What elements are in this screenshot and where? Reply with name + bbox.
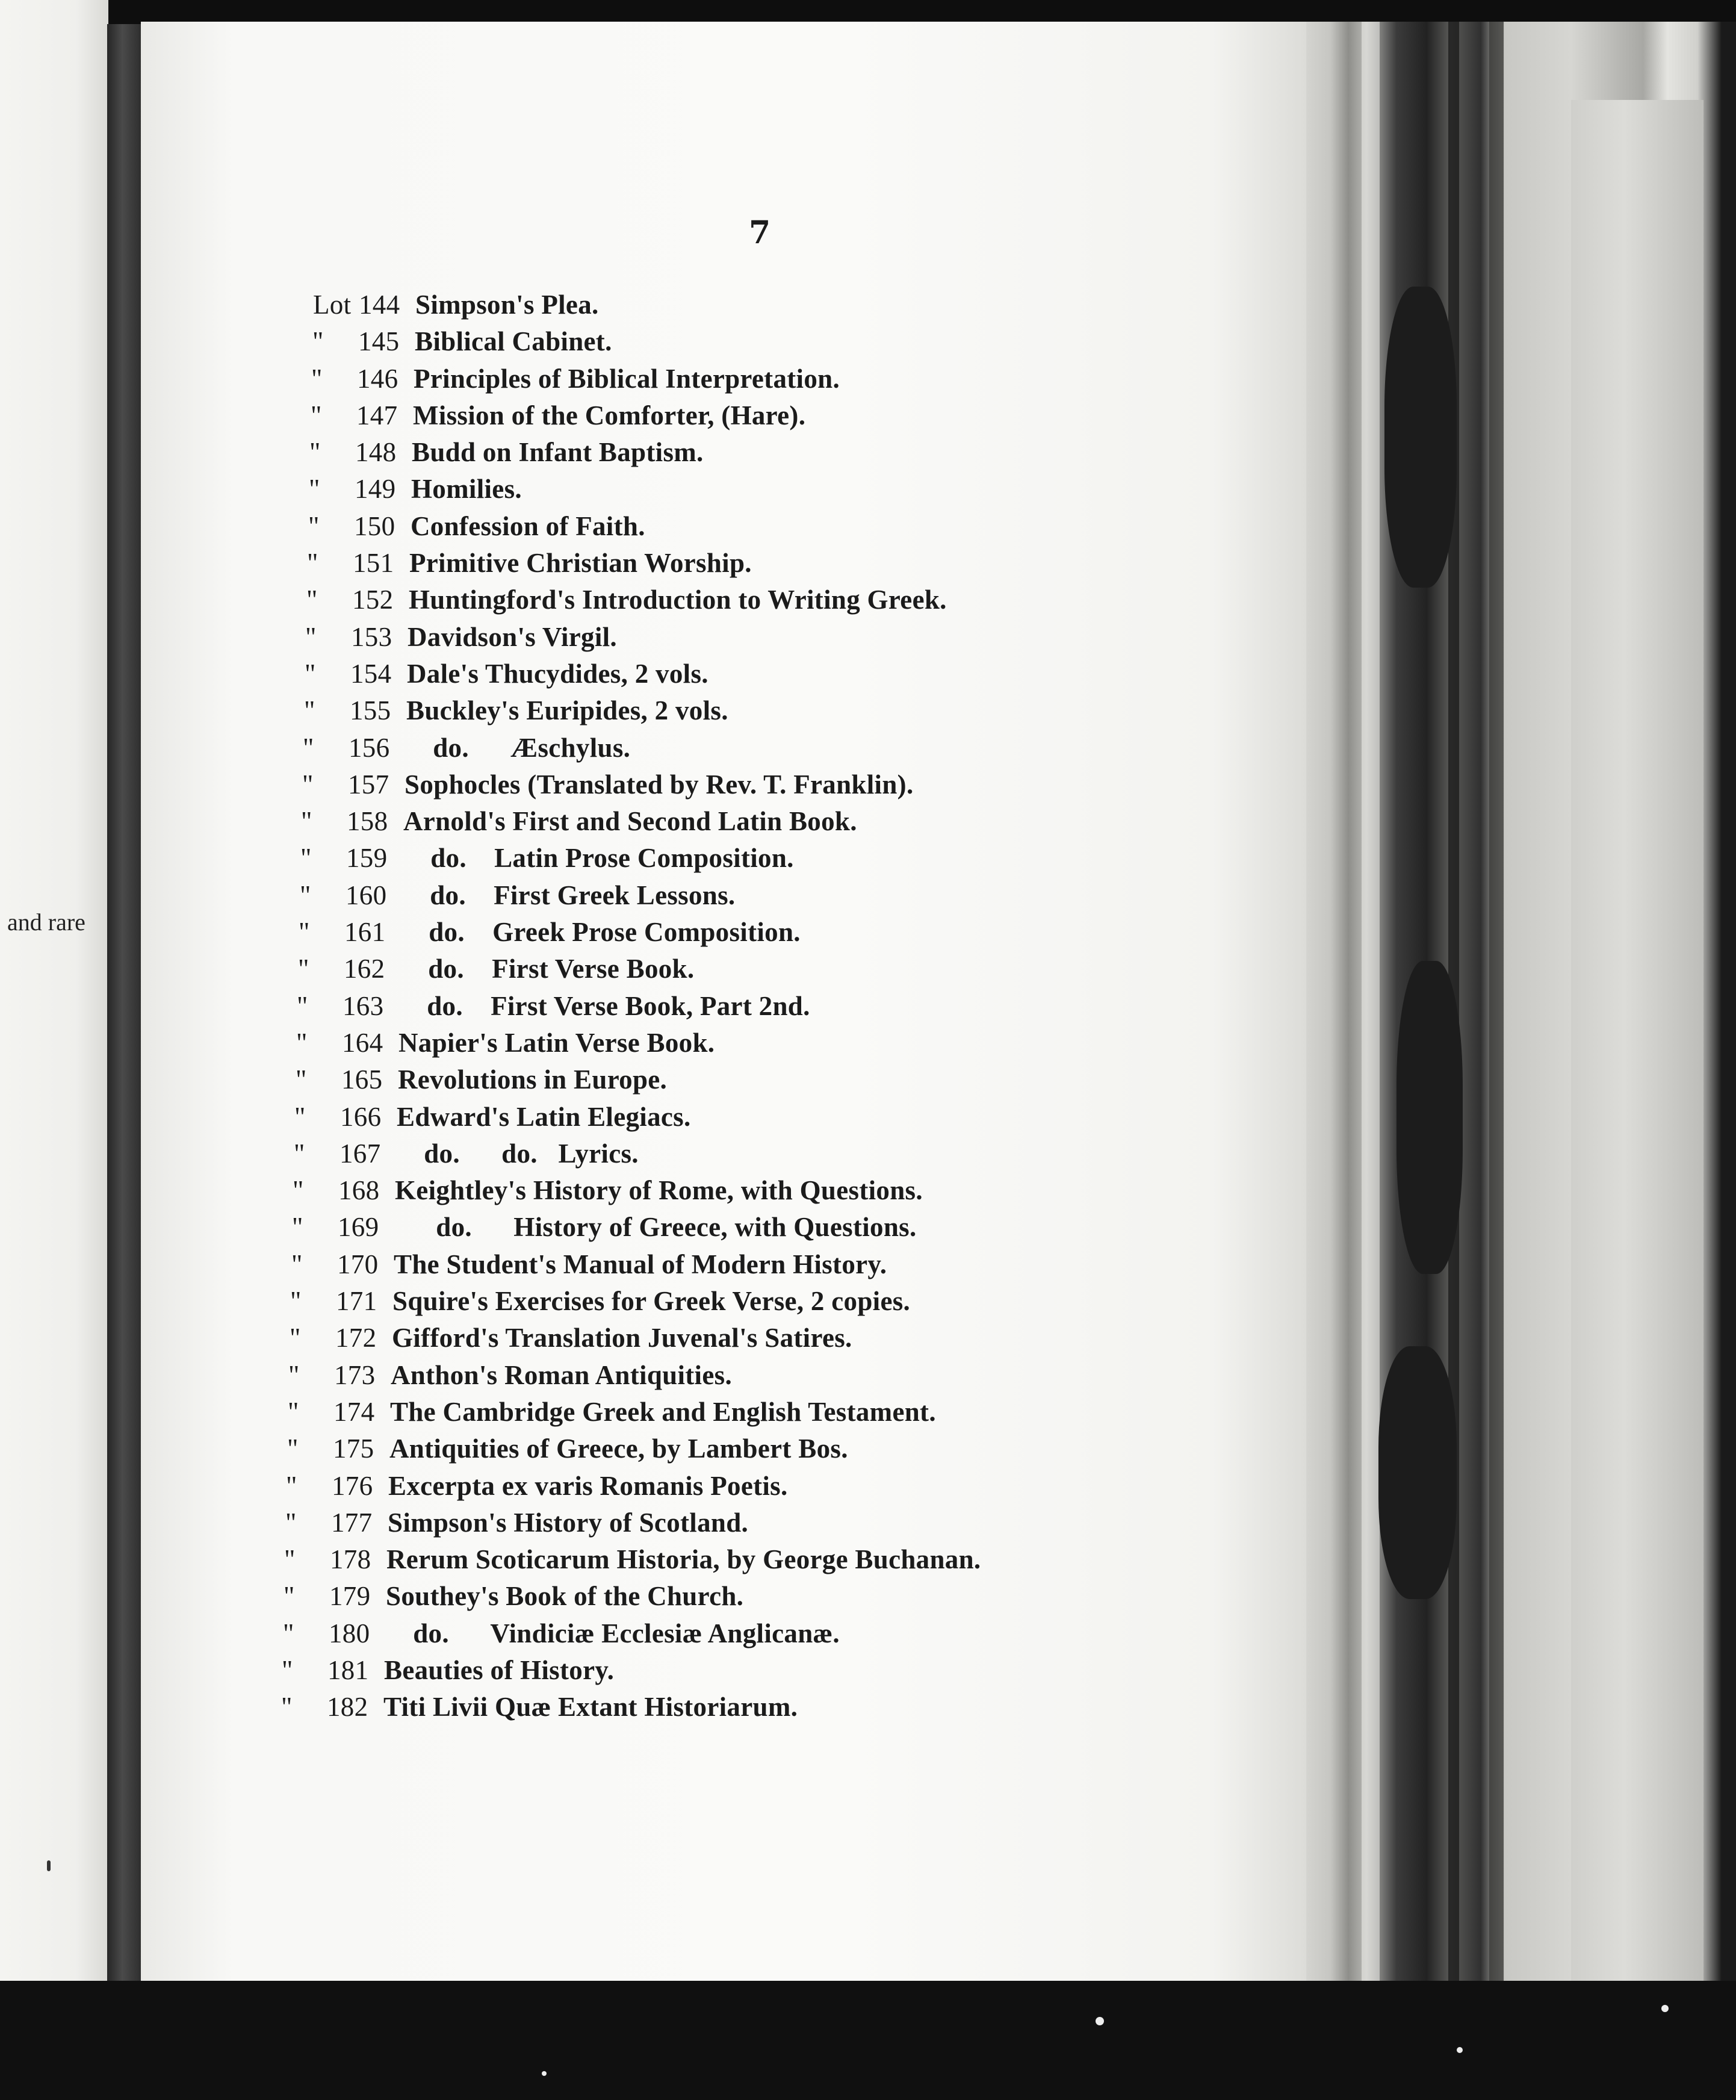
lot-prefix: " [301,806,312,837]
lot-prefix: " [297,990,308,1021]
lot-prefix: " [294,1101,306,1132]
lot-prefix: " [283,1618,294,1648]
lot-row [300,877,996,914]
lot-number: 165 [341,1064,383,1095]
lot-title: Primitive Christian Worship. [409,548,752,579]
lot-title: do. Greek Prose Composition. [401,917,801,948]
lot-title: do. Latin Prose Composition. [403,843,794,874]
lot-title: Gifford's Translation Juvenal's Satires. [392,1323,852,1353]
ink-mark [47,1860,51,1871]
lot-row [296,1061,992,1098]
dust-speck [1096,2017,1104,2025]
lot-row [305,656,1001,692]
lot-prefix: " [285,1507,297,1538]
lot-number: 173 [334,1359,376,1390]
lot-number: 177 [331,1507,373,1538]
lot-number: 144 [359,290,400,320]
edge-strip [1362,22,1380,1990]
lot-number: 156 [349,732,390,763]
lot-title: Anthon's Roman Antiquities. [391,1359,732,1390]
protruding-leaf [1571,100,1703,1984]
lot-row [304,692,1000,729]
page-number: 7 [749,214,771,251]
lot-number: 162 [344,954,385,984]
lot-row [294,1099,991,1135]
lot-prefix: " [306,585,318,615]
lot-title: Budd on Infant Baptism. [412,437,704,468]
lot-prefix: " [294,1138,305,1169]
lot-row [293,1172,989,1209]
catalogue-page [141,22,1306,1986]
lot-prefix: " [288,1359,300,1390]
lot-title: Homilies. [411,474,522,505]
lot-row [313,287,1009,323]
lot-prefix: " [282,1654,293,1685]
lot-number: 182 [327,1692,368,1723]
edge-shadow [1384,287,1457,588]
lot-title: Simpson's History of Scotland. [388,1507,749,1538]
lot-prefix: " [288,1396,299,1427]
lot-row [307,545,1003,582]
edge-shadow [1397,961,1463,1274]
lot-prefix: " [290,1286,302,1317]
lot-row [288,1394,984,1431]
lot-number: 179 [329,1581,371,1612]
left-page [0,0,108,1987]
lot-row [312,323,1009,360]
dust-speck [542,2071,547,2076]
lot-title: do. First Verse Book. [400,954,695,984]
lot-title: do. First Verse Book, Part 2nd. [399,990,810,1021]
lot-number: 159 [346,843,388,874]
lot-row [288,1357,985,1394]
lot-prefix: " [292,1212,303,1243]
lot-number: 163 [343,990,384,1021]
lot-row [302,766,999,803]
lot-row [311,397,1007,434]
lot-prefix: " [309,437,321,468]
lot-row [283,1615,979,1652]
lot-number: 147 [356,400,398,430]
lot-prefix: " [293,1175,304,1206]
lot-row [287,1431,984,1467]
lot-title: Simpson's Plea. [415,290,599,320]
lot-row [284,1541,981,1578]
background-shadow [0,1981,1736,2100]
lot-number: 157 [348,769,389,800]
lot-row [290,1320,986,1356]
lot-row [297,988,993,1025]
dust-speck [1661,2005,1669,2012]
lot-prefix: " [300,880,311,910]
lot-number: 169 [338,1212,379,1243]
left-page-text-fragment: and rare [7,909,85,936]
lot-row [294,1135,990,1172]
lot-prefix: " [296,1064,307,1095]
lot-title: Edward's Latin Elegiacs. [397,1101,691,1132]
lot-prefix: " [298,954,309,984]
lot-prefix: " [311,400,322,430]
lot-list [281,287,1009,1726]
lot-prefix: Lot [313,290,352,320]
lot-title: The Student's Manual of Modern History. [394,1249,887,1279]
lot-title: Rerum Scoticarum Historia, by George Buchanan. [386,1544,981,1575]
dust-speck [1457,2047,1463,2053]
lot-prefix: " [308,511,320,541]
lot-prefix: " [309,474,320,505]
lot-title: Arnold's First and Second Latin Book. [403,806,857,837]
lot-title: Southey's Book of the Church. [386,1581,744,1612]
lot-number: 166 [340,1101,382,1132]
lot-number: 148 [355,437,397,468]
lot-number: 178 [330,1544,371,1575]
lot-prefix: " [307,548,318,579]
lot-prefix: " [284,1581,295,1612]
lot-prefix: " [305,658,316,689]
lot-row [292,1209,988,1246]
lot-prefix: " [312,326,324,357]
lot-row [306,582,1003,618]
lot-title: Sophocles (Translated by Rev. T. Franklin). [405,769,914,800]
lot-row [281,1689,978,1726]
lot-number: 149 [355,474,396,505]
lot-row [309,434,1006,471]
lot-row [300,840,997,877]
lot-row [296,1025,993,1061]
lot-title: Buckley's Euripides, 2 vols. [406,695,728,726]
lot-title: Napier's Latin Verse Book. [398,1027,715,1058]
lot-number: 154 [350,658,392,689]
lot-title: do. Æschylus. [405,732,631,763]
lot-number: 145 [358,326,400,357]
lot-row [309,471,1005,508]
lot-title: Huntingford's Introduction to Writing Greek. [409,585,947,615]
lot-title: The Cambridge Greek and English Testament. [390,1396,936,1427]
lot-prefix: " [311,363,323,394]
lot-prefix: " [287,1434,299,1464]
lot-number: 160 [346,880,387,910]
lot-row [290,1283,987,1320]
lot-prefix: " [296,1027,308,1058]
binding-gutter [107,24,141,1981]
lot-title: Mission of the Comforter, (Hare). [413,400,806,430]
lot-title: do. First Greek Lessons. [402,880,736,910]
lot-title: Titi Livii Quæ Extant Historiarum. [383,1692,798,1723]
lot-row [301,803,997,840]
lot-prefix: " [303,732,314,763]
edge-strip [1489,22,1504,1990]
lot-row [291,1246,988,1283]
lot-number: 158 [347,806,388,837]
lot-title: Principles of Biblical Interpretation. [414,363,840,394]
lot-row [286,1468,982,1505]
lot-prefix: " [305,621,317,652]
lot-title: Davidson's Virgil. [408,621,617,652]
lot-title: Biblical Cabinet. [415,326,612,357]
lot-prefix: " [286,1470,297,1501]
lot-title: Keightley's History of Rome, with Questions. [395,1175,923,1206]
lot-title: Beauties of History. [384,1654,615,1685]
lot-title: Antiquities of Greece, by Lambert Bos. [389,1434,848,1464]
lot-row [285,1505,982,1541]
edge-shadow [1378,1346,1457,1599]
lot-row [298,951,994,987]
lot-title: Dale's Thucydides, 2 vols. [407,658,708,689]
lot-prefix: " [304,695,315,726]
lot-row [299,914,995,951]
lot-prefix: " [299,917,310,948]
lot-title: do. History of Greece, with Questions. [394,1212,917,1243]
lot-row [303,730,999,766]
lot-number: 175 [333,1434,374,1464]
lot-title: Confession of Faith. [411,511,645,541]
lot-number: 151 [353,548,394,579]
lot-title: Excerpta ex varis Romanis Poetis. [388,1470,788,1501]
lot-number: 174 [333,1396,375,1427]
lot-number: 161 [344,917,386,948]
lot-number: 168 [338,1175,380,1206]
lot-number: 176 [332,1470,373,1501]
lot-title: Revolutions in Europe. [398,1064,668,1095]
lot-prefix: " [300,843,312,874]
lot-number: 167 [339,1138,381,1169]
lot-prefix: " [291,1249,303,1279]
page-block-fore-edge [1306,22,1736,1990]
lot-number: 170 [337,1249,379,1279]
lot-number: 155 [350,695,391,726]
lot-title: do. Vindiciæ Ecclesiæ Anglicanæ. [385,1618,840,1648]
lot-number: 146 [357,363,398,394]
lot-row [308,508,1005,545]
lot-title: do. do. Lyrics. [396,1138,639,1169]
lot-title: Squire's Exercises for Greek Verse, 2 copies. [392,1286,911,1317]
lot-number: 164 [342,1027,383,1058]
lot-row [305,619,1002,656]
lot-prefix: " [284,1544,296,1575]
lot-number: 180 [329,1618,370,1648]
lot-number: 171 [336,1286,377,1317]
lot-number: 153 [351,621,392,652]
lot-number: 152 [352,585,394,615]
lot-prefix: " [290,1323,301,1353]
lot-number: 172 [335,1323,377,1353]
lot-row [311,361,1008,397]
lot-prefix: " [281,1692,293,1723]
lot-row [282,1652,978,1689]
lot-row [284,1578,980,1615]
lot-number: 181 [327,1654,369,1685]
lot-prefix: " [302,769,314,800]
lot-number: 150 [354,511,395,541]
